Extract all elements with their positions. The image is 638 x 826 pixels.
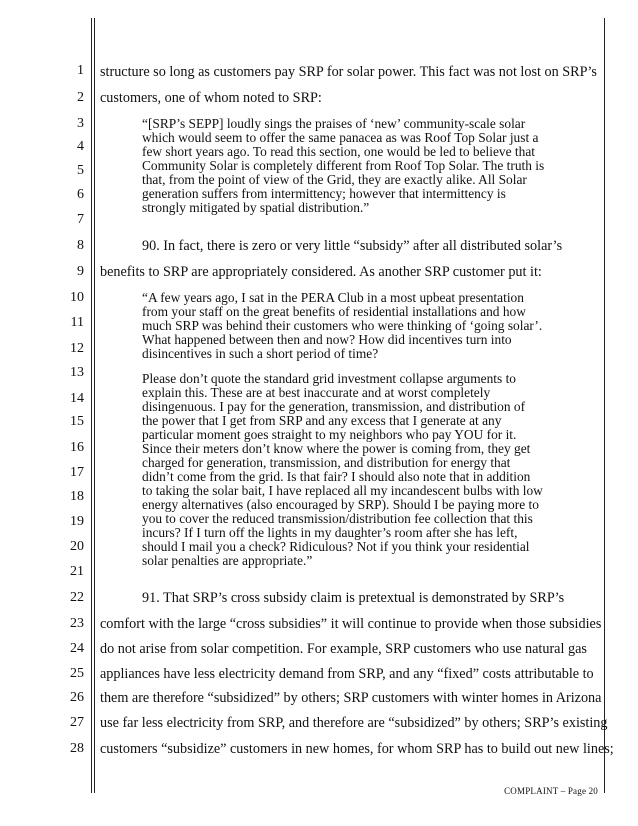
line-number: 26 [70,690,84,705]
page-footer: COMPLAINT – Page 20 [504,786,598,796]
block-quote-line: Please don’t quote the standard grid investment collapse arguments to [142,371,516,386]
block-quote-line: “A few years ago, I sat in the PERA Club in a most upbeat presentation [142,290,524,305]
line-number: 6 [77,187,84,202]
block-quote-line: from your staff on the great benefits of residential installations and how [142,304,526,319]
body-text-line: appliances have less electricity demand from SRP, and any “fixed” costs attributable to [100,666,594,682]
line-number: 15 [70,414,84,429]
block-quote-line: you to cover the reduced transmission/distribution fee collection that this [142,511,533,526]
block-quote-line: disincentives in such a short period of time? [142,346,379,361]
line-number: 18 [70,489,84,504]
block-quote-line: which would seem to offer the same panacea as was Roof Top Solar just a [142,130,539,145]
block-quote-line: “[SRP’s SEPP] loudly sings the praises of ‘new’ community-scale solar [142,116,526,131]
left-margin-rule-outer [91,18,92,793]
block-quote-line: What happened between then and now? How did incentives turn into [142,332,512,347]
line-number: 21 [70,564,84,579]
line-number: 12 [70,341,84,356]
line-number: 24 [70,641,84,656]
body-text-line: 91. That SRP’s cross subsidy claim is pretextual is demonstrated by SRP’s [142,590,565,606]
line-number: 27 [70,715,84,730]
block-quote-line: particular moment goes straight to my neighbors who pay YOU for it. [142,427,517,442]
line-number: 22 [70,590,84,605]
block-quote-line: generation suffers from intermittency; however that intermittency is [142,186,506,201]
block-quote-line: Community Solar is completely different from Roof Top Solar. The truth is [142,158,545,173]
line-number: 19 [70,514,84,529]
line-number: 28 [70,741,84,756]
block-quote-line: incurs? If I turn off the lights in my daughter’s room after she has left, [142,525,518,540]
body-text-line: comfort with the large “cross subsidies” it will continue to provide when those subsidies [100,616,602,632]
line-number: 23 [70,616,84,631]
line-number: 16 [70,440,84,455]
block-quote-line: charged for generation, transmission, and distribution for energy that [142,455,511,470]
line-number: 1 [77,63,84,78]
line-number: 2 [77,90,84,105]
line-number: 7 [77,212,84,227]
line-number: 10 [70,290,84,305]
line-number: 14 [70,391,84,406]
line-number: 4 [77,139,84,154]
block-quote-line: energy alternatives (also encouraged by SRP). Should I be paying more to [142,497,539,512]
block-quote-line: disingenuous. I pay for the generation, transmission, and distribution of [142,399,526,414]
line-number: 8 [77,238,84,253]
body-text-line: do not arise from solar competition. For example, SRP customers who use natural gas [100,641,587,657]
block-quote-line: didn’t come from the grid. Is that fair? I should also note that in addition [142,469,531,484]
body-text-line: 90. In fact, there is zero or very little “subsidy” after all distributed solar’s [142,238,563,254]
block-quote-line: to taking the solar bait, I have replaced all my incandescent bulbs with low [142,483,543,498]
block-quote-line: much SRP was behind their customers who were thinking of ‘going solar’. [142,318,543,333]
block-quote-line: explain this. These are at best inaccurate and at worst completely [142,385,491,400]
body-text-line: use far less electricity from SRP, and therefore are “subsidized” by others; SRP’s existing [100,715,608,731]
block-quote-line: that, from the point of view of the Grid, they are exactly alike. All Solar [142,172,527,187]
block-quote-line: few short years ago. To read this section, one would be led to believe that [142,144,535,159]
left-margin-rule-inner [94,18,95,793]
body-text-line: customers “subsidize” customers in new homes, for whom SRP has to build out new lines; [100,741,614,757]
block-quote-line: the power that I get from SRP and any excess that I generate at any [142,413,502,428]
body-text-line: structure so long as customers pay SRP for solar power. This fact was not lost on SRP’s [100,64,597,80]
line-number: 13 [70,365,84,380]
line-number: 3 [77,116,84,131]
body-text-line: benefits to SRP are appropriately considered. As another SRP customer put it: [100,264,542,280]
line-number: 11 [70,315,84,330]
line-number: 9 [77,264,84,279]
right-margin-rule [604,18,605,793]
body-text-line: customers, one of whom noted to SRP: [100,90,322,106]
block-quote-line: should I mail you a check? Ridiculous? Not if you think your residential [142,539,530,554]
body-text-line: them are therefore “subsidized” by others; SRP customers with winter homes in Arizona [100,690,602,706]
block-quote-line: solar penalties are appropriate.” [142,553,313,568]
block-quote-line: strongly mitigated by spatial distribution.” [142,200,370,215]
block-quote-line: Since their meters don’t know where the power is coming from, they get [142,441,531,456]
line-number: 17 [70,465,84,480]
line-number: 5 [77,163,84,178]
line-number: 20 [70,539,84,554]
line-number: 25 [70,666,84,681]
